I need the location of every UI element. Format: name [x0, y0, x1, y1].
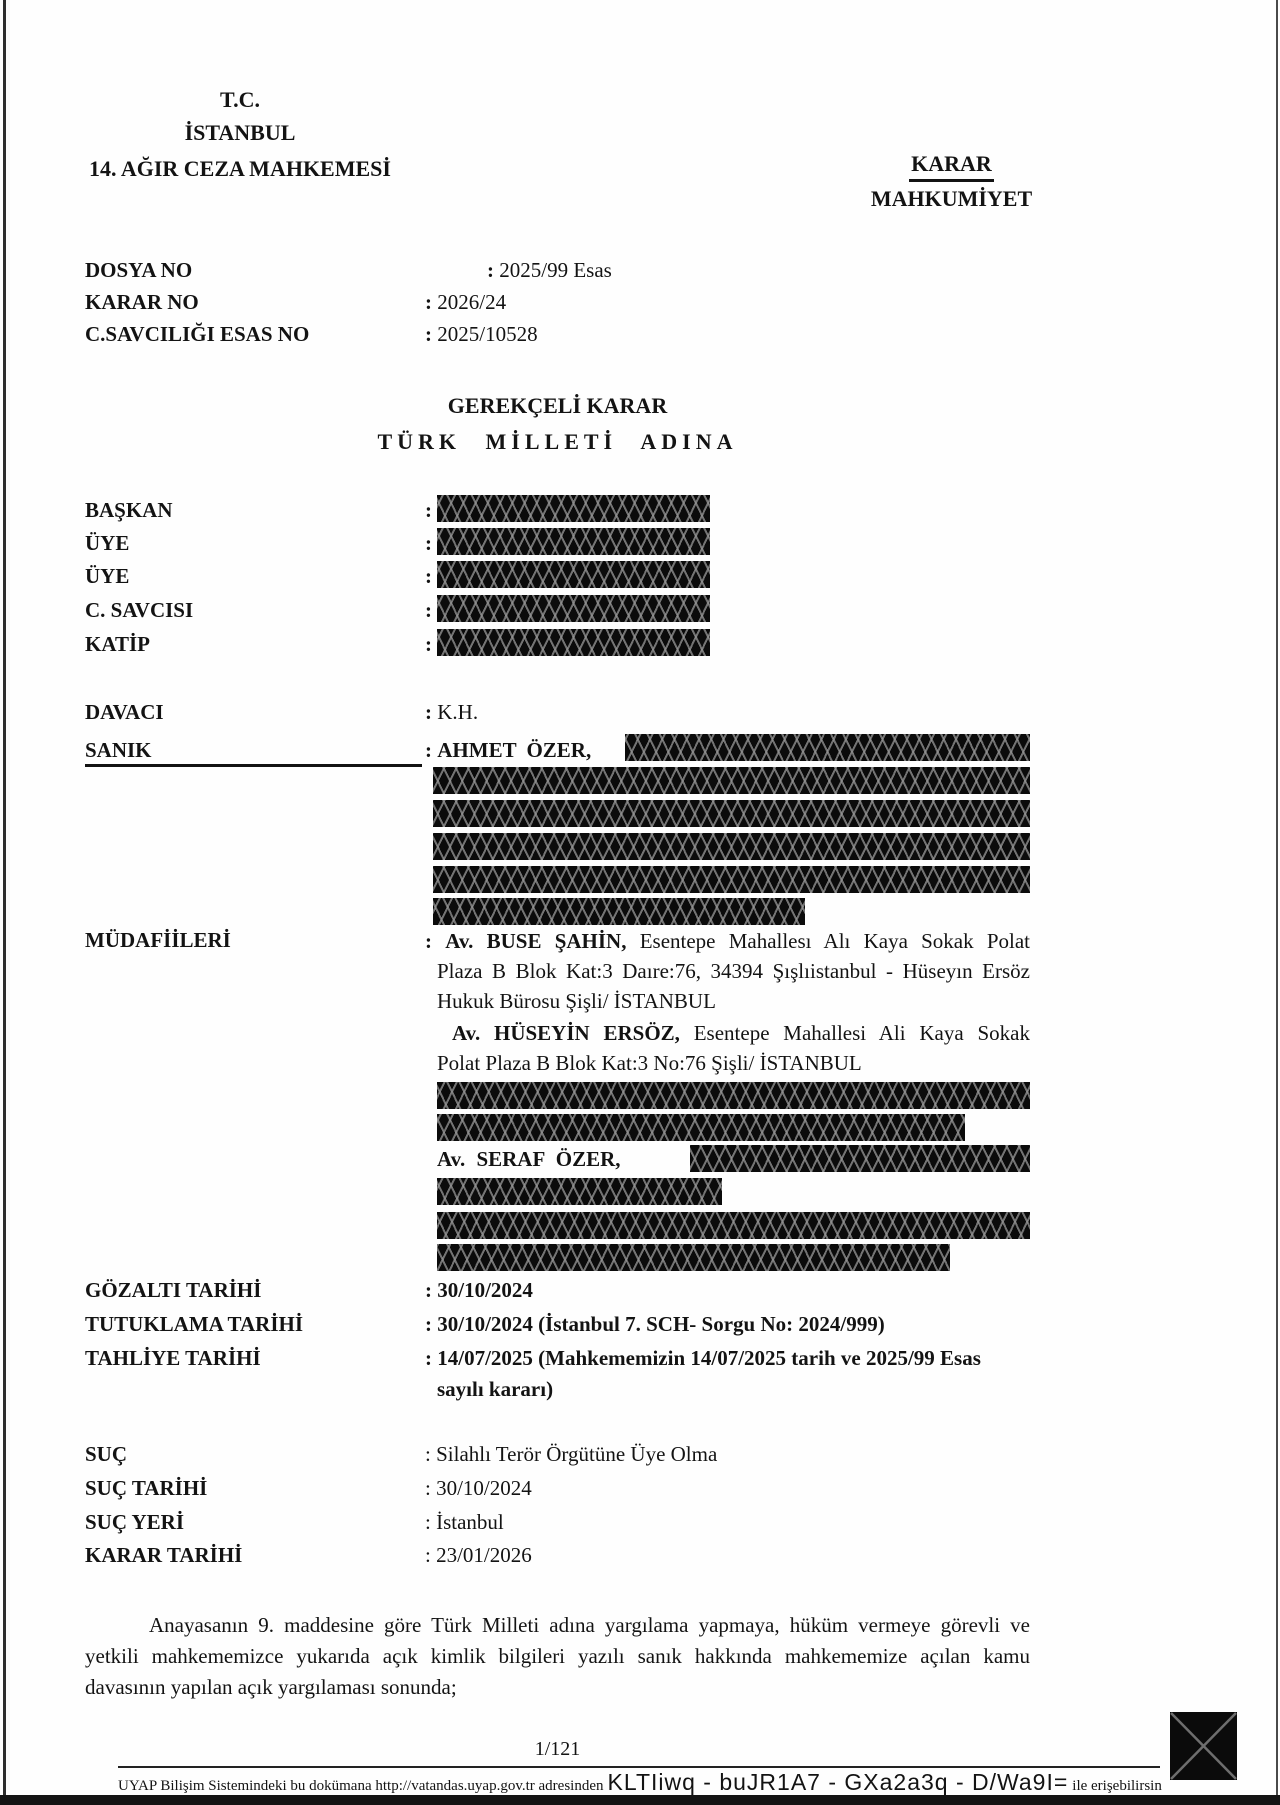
redacted-text: [433, 833, 1030, 860]
case-ref-row: [85, 290, 1030, 315]
savcilik-esas-no-value: 2025/10528: [437, 322, 538, 346]
decision-label: KARAR: [909, 150, 994, 182]
karar-tarihi-label: KARAR TARİHİ: [85, 1543, 243, 1567]
colon: :: [425, 1346, 432, 1370]
colon: :: [425, 498, 432, 522]
gozalti-label: GÖZALTI TARİHİ: [85, 1278, 262, 1302]
savcilik-esas-no-label: C.SAVCILIĞI ESAS NO: [85, 322, 310, 346]
colon: :: [425, 290, 432, 314]
document-subtitle: TÜRK MİLLETİ ADINA: [377, 429, 738, 454]
redacted-qr-code: [1170, 1712, 1237, 1780]
page-left-border: [3, 0, 6, 1805]
footer-rule: [118, 1766, 1160, 1768]
tahliye-value-line2: sayılı kararı): [437, 1377, 554, 1401]
page-number: 1/121: [534, 1738, 581, 1760]
dosya-no-label: DOSYA NO: [85, 258, 193, 282]
uye-label: ÜYE: [85, 531, 130, 555]
colon: :: [425, 632, 432, 656]
mudafiler-label: MÜDAFİİLERİ: [85, 928, 231, 952]
redacted-text: [625, 734, 1030, 761]
suc-yeri-label: SUÇ YERİ: [85, 1510, 184, 1534]
page-right-border: [1276, 0, 1278, 1805]
gozalti-row: [85, 1278, 1030, 1303]
header-country: T.C.: [220, 87, 260, 112]
colon: :: [425, 1510, 431, 1534]
sanik-label: SANIK: [85, 738, 152, 762]
karar-no-value: 2026/24: [437, 290, 507, 314]
suc-yeri-value: İstanbul: [436, 1510, 504, 1534]
page-bottom-bar: [0, 1795, 1280, 1805]
redacted-text: [437, 629, 710, 656]
header-city: İSTANBUL: [184, 120, 296, 145]
davaci-label: DAVACI: [85, 700, 164, 724]
dosya-no-value: 2025/99 Esas: [499, 258, 612, 282]
footer-access-prefix: UYAP Bilişim Sistemindeki bu dokümana http://vatandas.uyap.gov.tr adresinden: [118, 1778, 604, 1794]
decision-heading: [868, 150, 1035, 213]
redacted-text: [437, 561, 710, 588]
davaci-row: [85, 700, 1030, 725]
lawyer2-line2: Polat Plaza B Blok Kat:3 No:76 Şişli/ İSTANBUL: [437, 1051, 862, 1075]
footer-access-suffix: ile erişebilirsin: [1072, 1778, 1162, 1794]
redacted-text: [437, 1082, 1030, 1109]
colon: :: [425, 564, 432, 588]
suc-tarihi-value: 30/10/2024: [436, 1476, 532, 1500]
lawyer2-address: Esentepe Mahallesi Ali Kaya Sokak: [693, 1021, 1030, 1045]
colon: :: [425, 738, 432, 762]
lawyer2-name: Av. HÜSEYİN ERSÖZ,: [452, 1021, 680, 1045]
tutuklama-row: [85, 1312, 1030, 1337]
davaci-value: K.H.: [437, 700, 479, 724]
uye-label: ÜYE: [85, 564, 130, 588]
redacted-text: [437, 595, 710, 622]
karar-no-label: KARAR NO: [85, 290, 199, 314]
suc-row: [85, 1442, 1030, 1467]
tahliye-value: 14/07/2025 (Mahkememizin 14/07/2025 tarih ve 2025/99 Esas: [437, 1346, 981, 1370]
redacted-text: [437, 1212, 1030, 1239]
tutuklama-label: TUTUKLAMA TARİHİ: [85, 1312, 304, 1336]
baskan-label: BAŞKAN: [85, 498, 173, 522]
tahliye-row: [85, 1346, 1030, 1371]
colon: :: [425, 322, 432, 346]
redacted-text: [437, 528, 710, 555]
lawyer1-line3: Hukuk Bürosu Şişli/ İSTANBUL: [437, 989, 716, 1013]
colon: :: [425, 929, 432, 953]
tutuklama-value: 30/10/2024 (İstanbul 7. SCH- Sorgu No: 2024/999): [437, 1312, 885, 1336]
lawyer1-line2: Plaza B Blok Kat:3 Daıre:76, 34394 Şışlıistanbul - Hüseyın Ersöz: [437, 959, 1030, 983]
colon: :: [425, 1543, 431, 1567]
redacted-text: [437, 1114, 965, 1141]
footer-access-code: KLTIiwq - buJR1A7 - GXa2a3q - D/Wa9I=: [607, 1769, 1069, 1795]
body-paragraph: Anayasanın 9. maddesine göre Türk Milleti adına yargılama yapmaya, hüküm vermeye görevli ve yetkili mahkememizce yukarıda açık kimlik bilgileri yazılı sanık hakkında mahkememize açılan kamu davasının yapılan açık yargılaması sonunda;: [85, 1613, 1030, 1699]
redacted-text: [433, 898, 805, 925]
suc-tarihi-label: SUÇ TARİHİ: [85, 1476, 208, 1500]
redacted-text: [433, 866, 1030, 893]
sanik-underline: [85, 764, 422, 767]
decision-type: MAHKUMİYET: [870, 186, 1033, 211]
suc-label: SUÇ: [85, 1442, 128, 1466]
document-title: GEREKÇELİ KARAR: [447, 393, 668, 418]
colon: :: [425, 700, 432, 724]
suc-yeri-row: [85, 1510, 1030, 1535]
karar-tarihi-value: 23/01/2026: [436, 1543, 532, 1567]
gozalti-value: 30/10/2024: [437, 1278, 533, 1302]
footer-access-line: [118, 1769, 1178, 1796]
header-court-name: 14. AĞIR CEZA MAHKEMESİ: [89, 156, 391, 181]
karar-tarihi-row: [85, 1543, 1030, 1568]
lawyer2-line1: [452, 1020, 1030, 1047]
redacted-text: [433, 800, 1030, 827]
colon: :: [425, 1476, 431, 1500]
redacted-text: [437, 1178, 722, 1205]
tahliye-label: TAHLİYE TARİHİ: [85, 1346, 261, 1370]
colon: :: [425, 531, 432, 555]
sanik-name: AHMET ÖZER,: [437, 738, 592, 762]
redacted-text: [437, 495, 710, 522]
redacted-text: [433, 767, 1030, 794]
redacted-text: [437, 1244, 950, 1271]
lawyer1-address: Esentepe Mahallesı Alı Kaya Sokak Polat: [639, 929, 1031, 953]
lawyer1-name: Av. BUSE ŞAHİN,: [445, 929, 627, 953]
suc-tarihi-row: [85, 1476, 1030, 1501]
case-ref-row: [85, 258, 1030, 283]
colon: :: [425, 598, 432, 622]
suc-value: Silahlı Terör Örgütüne Üye Olma: [436, 1442, 718, 1466]
colon: :: [487, 258, 494, 282]
savci-label: C. SAVCISI: [85, 598, 194, 622]
case-ref-row: [85, 322, 1030, 347]
lawyer3-name: Av. SERAF ÖZER,: [437, 1147, 621, 1171]
colon: :: [425, 1278, 432, 1302]
colon: :: [425, 1312, 432, 1336]
katip-label: KATİP: [85, 632, 150, 656]
colon: :: [425, 1442, 431, 1466]
redacted-text: [690, 1145, 1030, 1172]
lawyer1-line1: [425, 928, 1030, 955]
